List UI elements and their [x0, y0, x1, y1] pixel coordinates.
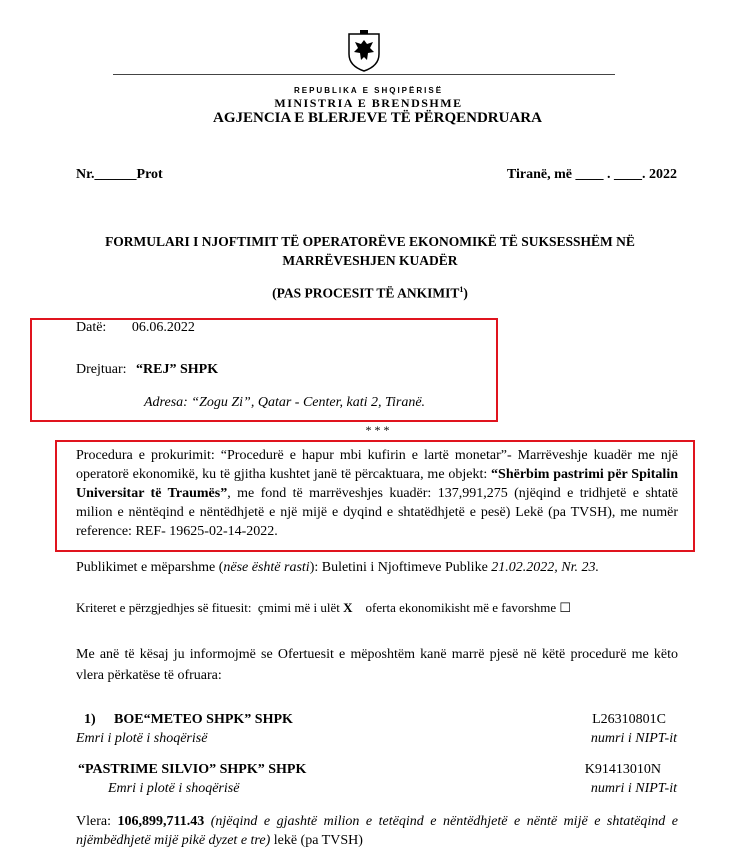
procedure-text-2: , me fond të marrëveshjes kuadër: 137,991,275 (njëqind e tridhjetë e shtatë milion e nëntëqind e nëntëdhjetë e një mijë e dyqind e shtatëdhjetë e pesë) Lekë (pa TVSH), me numër reference: REF- 19625-02-14-2022.: [76, 486, 679, 539]
publications-issue: 21.02.2022, Nr. 23.: [491, 560, 600, 575]
bidder-2-name: “PASTRIME SILVIO” SHPK” SHPK: [78, 762, 307, 777]
publications-mid: ): Buletini i Njoftimeve Publike: [309, 560, 492, 575]
addressee-name: “REJ” SHPK: [136, 362, 219, 377]
addressee-address: Adresa: “Zogu Zi”, Qatar - Center, kati 2, Tiranë.: [144, 395, 426, 410]
bidder-1-number: 1): [84, 712, 96, 727]
ministry-name: MINISTRIA E BRENDSHME: [274, 96, 463, 110]
addressee-label: Drejtuar:: [76, 362, 127, 377]
agency-name: AGJENCIA E BLERJEVE TË PËRQENDRUARA: [213, 110, 542, 126]
date-label: Datë:: [76, 320, 107, 335]
date-line: [76, 320, 195, 336]
value-label: Vlera:: [76, 814, 118, 829]
addressee-line: [76, 362, 218, 378]
bidder-1-name: BOE“METEO SHPK” SHPK: [114, 712, 293, 727]
criteria-lowest-price-mark: X: [343, 600, 353, 615]
coat-of-arms-emblem: [343, 30, 385, 72]
procedure-text-1: Procedura e prokurimit: “Procedurë e hapur mbi kufirin e lartë monetar”- Marrëveshje kuadër me një operatorë ekonomikë, ku të gjitha kushtet janë të përcaktuara, me objekt:: [76, 448, 678, 482]
criteria-label: Kriteret e përzgjedhjes së fituesit: çmimi më i ulët: [76, 600, 344, 615]
value-amount: 106,899,711.43: [117, 814, 205, 829]
value-words: (njëqind e gjashtë milion e tetëqind e nëntëdhjetë e nëntë mijë e shtatëqind e njëmbëdhjetë mijë pikë dyzet e tre): [76, 814, 678, 848]
place-date: Tiranë, më ____ . ____. 2022: [506, 167, 677, 182]
footnote-mark: 1: [459, 285, 464, 294]
bidders-intro: Me anë të kësaj ju informojmë se Ofertuesit e mëposhtëm kanë marrë pjesë në këtë procedurë me këto vlera përkatëse të ofruara:: [76, 647, 678, 683]
bidder-2-name-caption: Emri i plotë i shoqërisë: [108, 781, 240, 796]
header-rule: [113, 74, 615, 75]
bidder-1-nipt-caption: numri i NIPT-it: [590, 731, 677, 746]
publications-note: nëse është rasti: [223, 560, 310, 575]
previous-publications: [76, 560, 686, 576]
form-subtitle-close: ): [463, 285, 468, 301]
section-separator: * * *: [365, 423, 390, 437]
bidder-2-nipt-caption: numri i NIPT-it: [590, 781, 677, 796]
form-subtitle-text: (PAS PROCESIT TË ANKIMIT: [272, 285, 460, 301]
date-value: 06.06.2022: [131, 320, 195, 335]
form-title-line1: FORMULARI I NJOFTIMIT TË OPERATORËVE EKONOMIKË TË SUKSESSHËM NË: [105, 234, 635, 249]
publications-prefix: Publikimet e mëparshme (: [76, 560, 224, 575]
bidder-2-nipt: K91413010N: [584, 762, 661, 777]
procedure-paragraph: [76, 446, 678, 541]
form-title-line2: MARRËVESHJEN KUADËR: [282, 253, 458, 268]
bidder-1-name-caption: Emri i plotë i shoqërisë: [76, 731, 208, 746]
protocol-number: Nr.______Prot: [76, 167, 163, 182]
procedure-object: “Shërbim pastrimi për Spitalin Universitar të Traumës”: [76, 467, 679, 501]
value-suffix: lekë (pa TVSH): [270, 833, 363, 848]
selection-criteria: [76, 600, 686, 616]
republic-name: REPUBLIKA E SHQIPËRISË: [293, 86, 444, 95]
criteria-checkbox: ☐: [559, 600, 572, 615]
bid-value-paragraph: [76, 812, 678, 850]
bidder-1-nipt: L26310801C: [592, 712, 666, 727]
form-subtitle: [60, 285, 680, 302]
criteria-rest: oferta ekonomikisht më e favorshme: [352, 600, 560, 615]
